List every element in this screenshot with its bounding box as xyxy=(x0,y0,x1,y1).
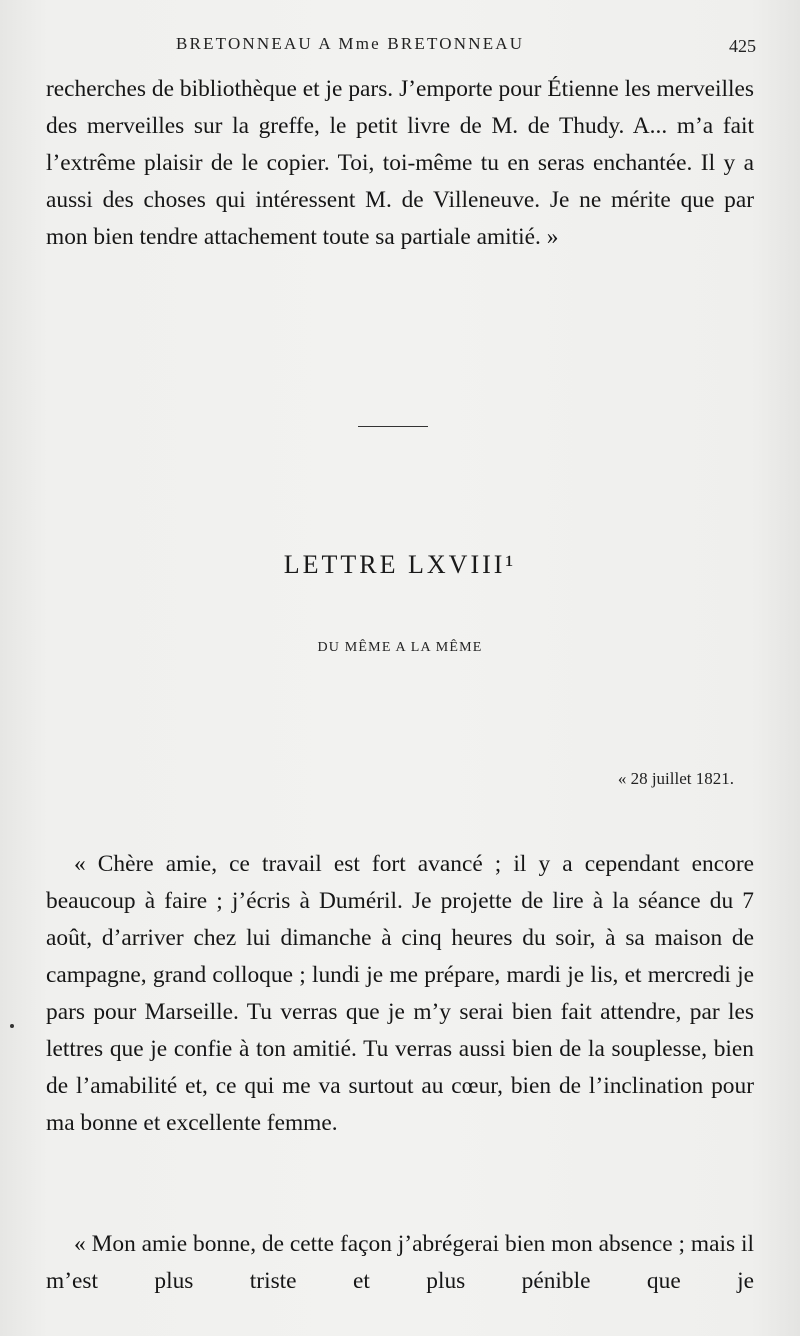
continued-paragraph: recherches de bibliothèque et je pars. J’emporte pour Étienne les merveilles des merveilles sur la greffe, le petit livre de M. de Thudy. A... m’a fait l’extrême plaisir de le copier. Toi, toi-même tu en seras enchantée. Il y a aussi des choses qui intéressent M. de Villeneuve. Je ne mérite que par mon bien tendre attachement toute sa partiale amitié. » xyxy=(46,76,754,250)
ink-speck xyxy=(10,1024,14,1028)
letter-paragraph-2: « Mon amie bonne, de cette façon j’abrégerai bien mon absence ; mais il m’est plus triste et plus pénible que je xyxy=(46,1231,754,1294)
letter-subtitle: DU MÊME A LA MÊME xyxy=(317,640,483,655)
page-number: 425 xyxy=(729,36,756,56)
letter-date: « 28 juillet 1821. xyxy=(617,769,734,788)
section-divider xyxy=(358,426,428,427)
running-title: BRETONNEAU A Mme BRETONNEAU xyxy=(176,34,525,53)
letter-paragraph-1: « Chère amie, ce travail est fort avancé ; il y a cependant encore beaucoup à faire ; j’écris à Duméril. Je projette de lire à la séance du 7 août, d’arriver chez lui dimanche à cinq heures du soir, à sa maison de campagne, grand colloque ; lundi je me prépare, mardi je lis, et mercredi je pars pour Marseille. Tu verras que je m’y serai bien fait attendre, par les lettres que je confie à ton amitié. Tu verras aussi bien de la souplesse, bien de l’amabilité et, ce qui me va surtout au cœur, bien de l’inclination pour ma bonne et excellente femme. xyxy=(46,851,754,1136)
letter-title: LETTRE LXVIII¹ xyxy=(283,550,517,579)
page-header xyxy=(46,34,756,64)
